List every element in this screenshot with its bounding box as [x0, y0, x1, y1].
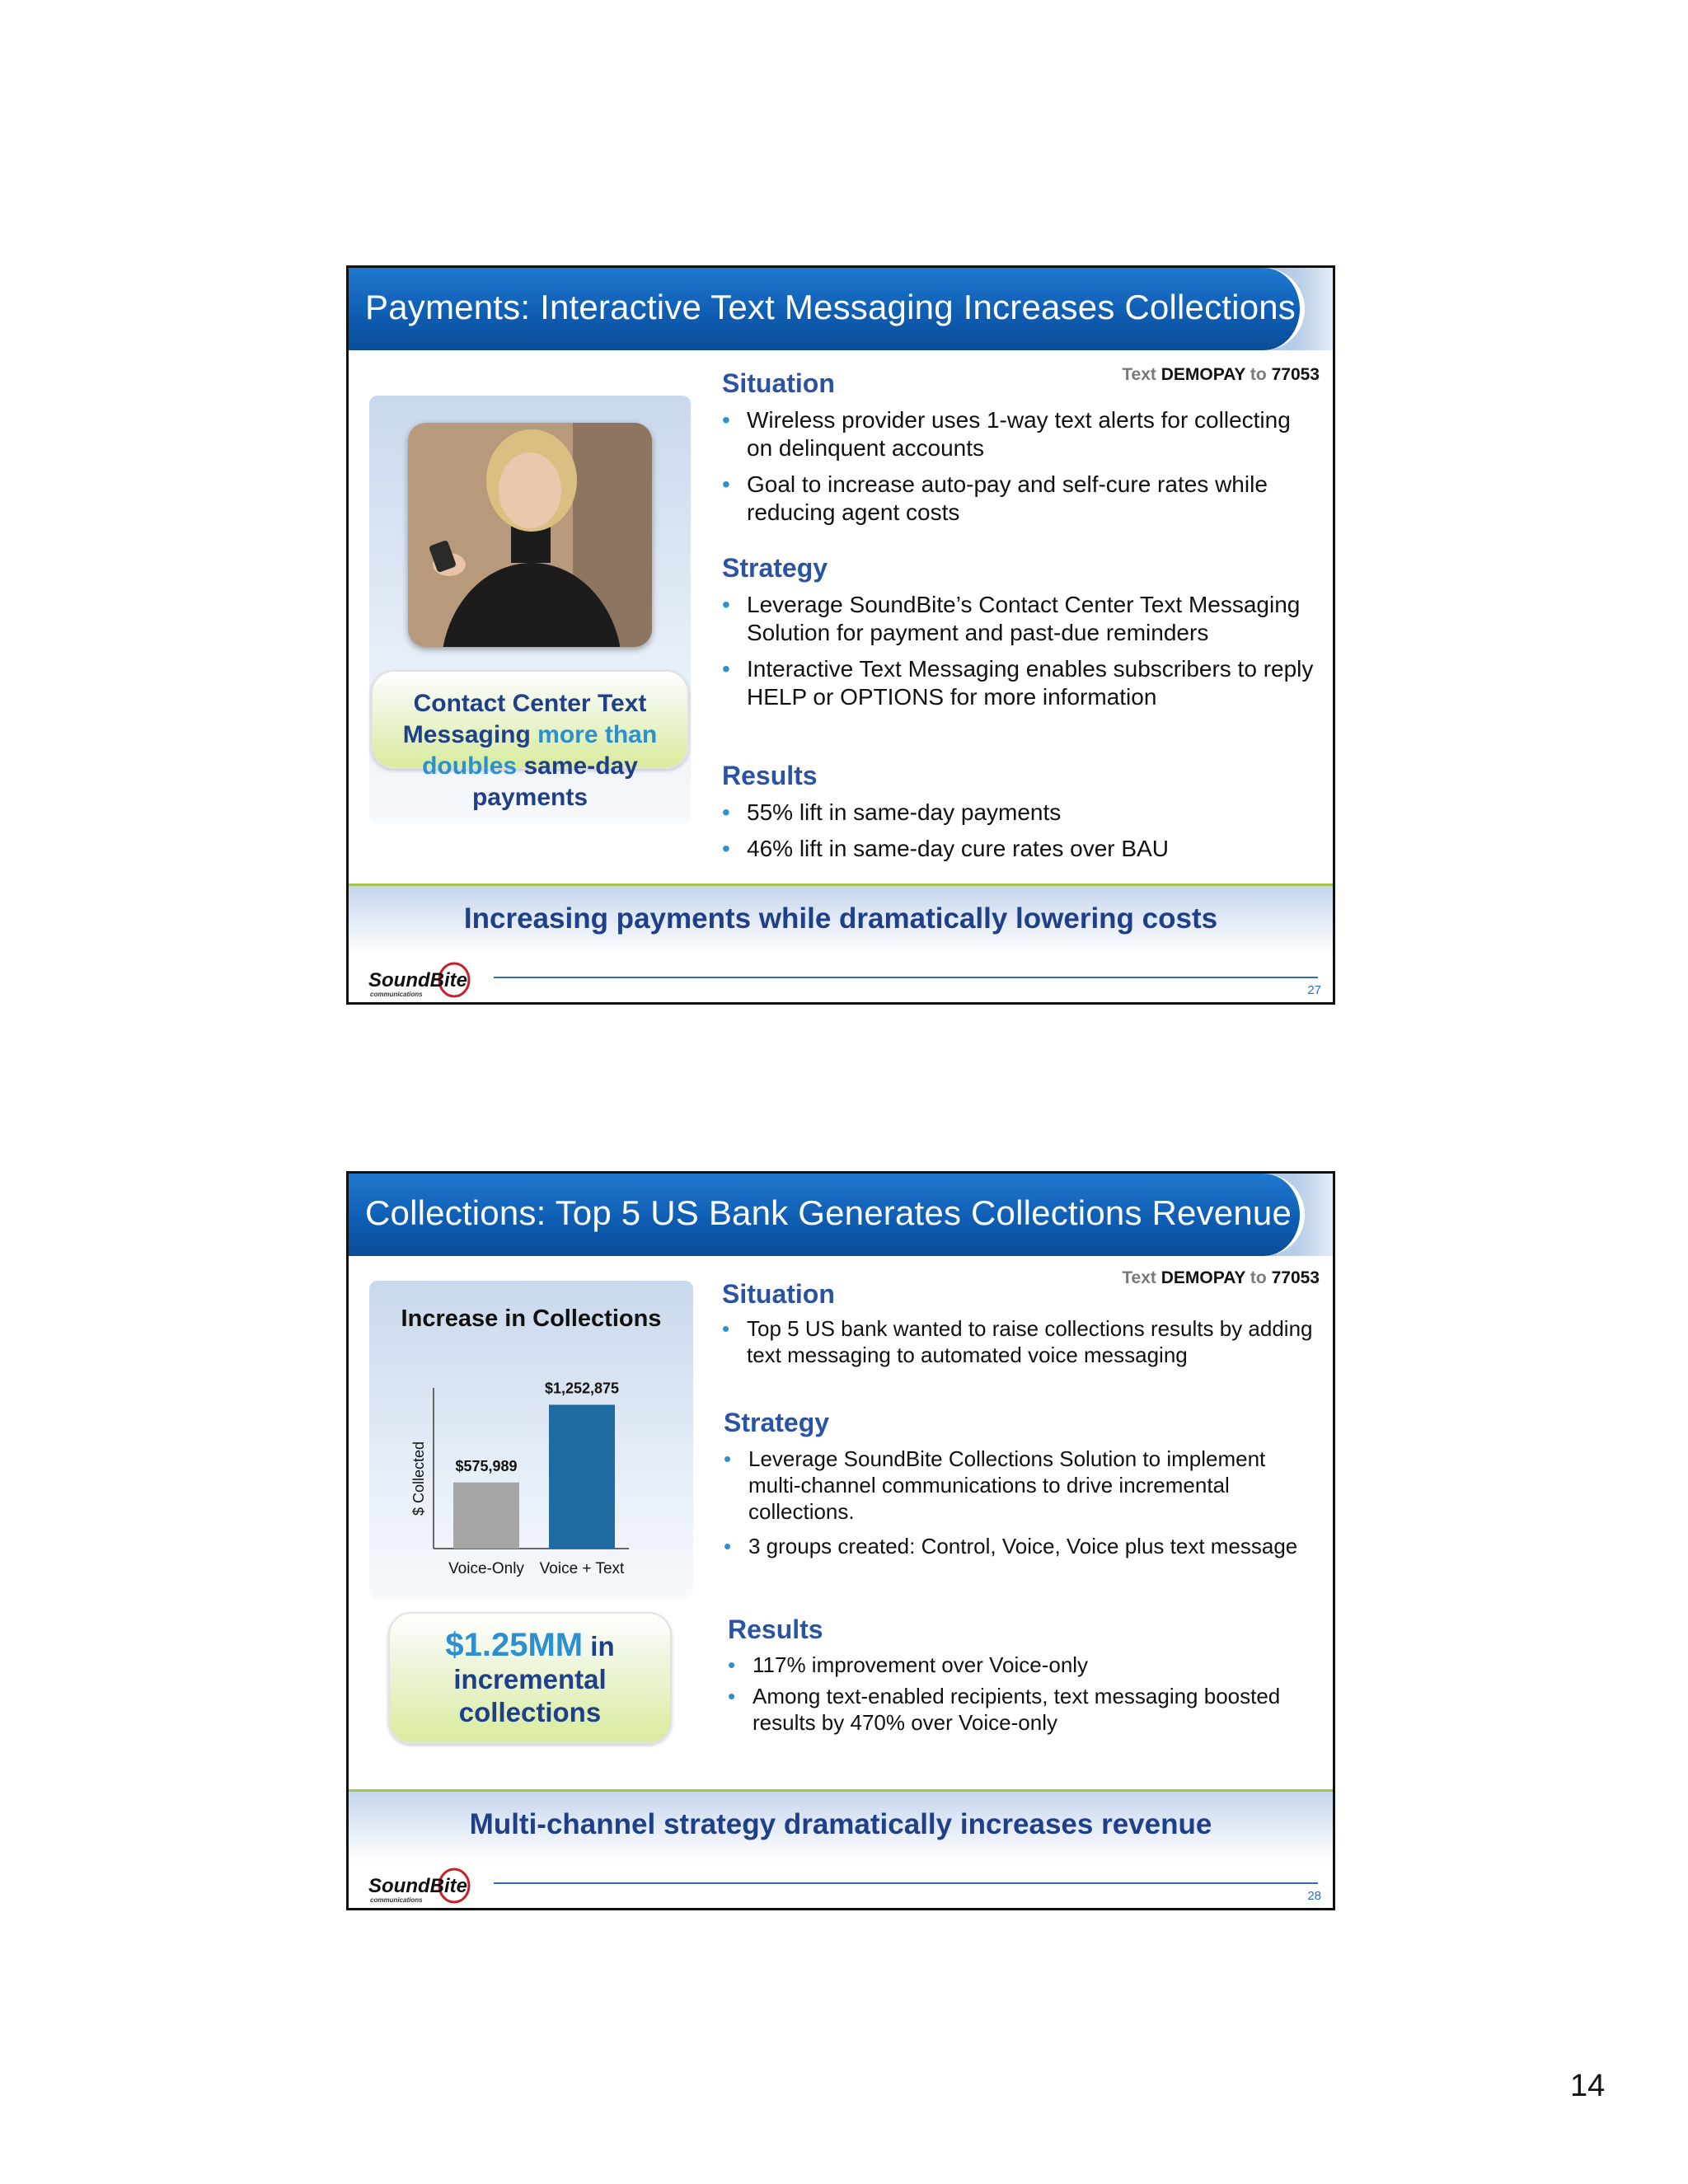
svg-text:communications: communications — [370, 991, 423, 998]
bar-voice-text — [549, 1404, 615, 1549]
category-label: Voice-Only — [448, 1560, 524, 1577]
strategy-bullets — [724, 1446, 1317, 1568]
footer-rule — [494, 977, 1318, 978]
list-item: • Wireless provider uses 1-way text alerts for collecting on delinquent accounts — [722, 406, 1315, 462]
strategy-bullets — [722, 591, 1315, 719]
callout-box: Contact Center Text Messaging more than doubles same-day payments — [371, 670, 689, 769]
slide-number: 28 — [1307, 1889, 1321, 1903]
section-heading-situation: Situation — [722, 1279, 835, 1309]
slide-title: Collections: Top 5 US Bank Generates Collections Revenue — [365, 1193, 1292, 1232]
list-item: • Top 5 US bank wanted to raise collections results by adding text messaging to automated voice messaging — [722, 1315, 1320, 1368]
y-axis-label: $ Collected — [410, 1441, 427, 1516]
svg-text:communications: communications — [370, 1896, 423, 1904]
footer-band — [349, 883, 1333, 956]
title-bar — [349, 1174, 1333, 1256]
data-label: $1,252,875 — [544, 1380, 620, 1397]
woman-texting-photo — [408, 423, 652, 647]
svg-text:SoundBite: SoundBite — [368, 969, 467, 991]
section-heading-situation: Situation — [722, 368, 835, 398]
soundbite-logo — [365, 1866, 481, 1907]
list-item: • 46% lift in same-day cure rates over BAU — [722, 835, 1315, 863]
text-code: Text DEMOPAY to 77053 — [1122, 1268, 1320, 1287]
list-item: • 3 groups created: Control, Voice, Voice plus text message — [724, 1533, 1317, 1559]
collections-bar-chart — [369, 1281, 693, 1598]
bar-voice-only — [453, 1483, 519, 1549]
list-item: • Interactive Text Messaging enables subscribers to reply HELP or OPTIONS for more information — [722, 655, 1315, 711]
situation-bullets — [722, 1315, 1320, 1376]
slide-collections — [346, 1171, 1335, 1910]
list-item: • Among text-enabled recipients, text messaging boosted results by 470% over Voice-only — [728, 1683, 1317, 1736]
section-heading-strategy: Strategy — [724, 1408, 830, 1437]
section-heading-results: Results — [728, 1615, 823, 1644]
list-item: • Leverage SoundBite’s Contact Center Text Messaging Solution for payment and past-due reminders — [722, 591, 1315, 647]
footer-tagline: Multi-channel strategy dramatically increases revenue — [469, 1808, 1212, 1840]
slide-number: 27 — [1307, 983, 1321, 997]
list-item: • Leverage SoundBite Collections Solution to implement multi-channel communications to drive incremental collections. — [724, 1446, 1317, 1525]
data-label: $575,989 — [455, 1457, 518, 1474]
slide-payments — [346, 265, 1335, 1005]
chart-title: Increase in Collections — [401, 1305, 662, 1332]
chart-panel — [369, 1281, 693, 1598]
text-code: Text DEMOPAY to 77053 — [1122, 365, 1320, 384]
results-bullets — [728, 1652, 1317, 1744]
section-heading-strategy: Strategy — [722, 553, 828, 583]
document-page-number: 14 — [1570, 2069, 1606, 2103]
category-label: Voice + Text — [539, 1560, 625, 1577]
soundbite-logo — [365, 960, 481, 1001]
results-bullets — [722, 799, 1315, 871]
callout-box: $1.25MM in incremental collections — [388, 1612, 672, 1744]
slide-title: Payments: Interactive Text Messaging Increases Collections — [365, 288, 1296, 326]
svg-text:SoundBite: SoundBite — [368, 1875, 467, 1897]
situation-bullets — [722, 406, 1315, 535]
footer-rule — [494, 1882, 1318, 1884]
list-item: • 55% lift in same-day payments — [722, 799, 1315, 827]
list-item: • Goal to increase auto-pay and self-cure rates while reducing agent costs — [722, 471, 1315, 527]
section-heading-results: Results — [722, 761, 818, 790]
footer-band — [349, 1789, 1333, 1862]
footer-tagline: Increasing payments while dramatically lowering costs — [463, 902, 1218, 935]
list-item: • 117% improvement over Voice-only — [728, 1652, 1317, 1678]
title-bar — [349, 268, 1333, 350]
